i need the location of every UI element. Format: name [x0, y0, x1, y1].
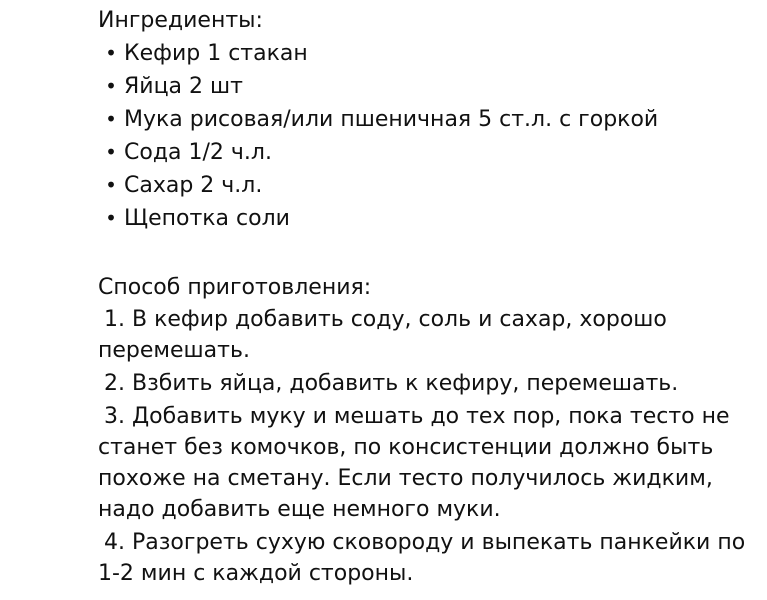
method-step: 4. Разогреть сухую сковороду и выпекать панкейки по 1-2 мин с каждой стороны.	[98, 530, 746, 586]
ingredient-item	[98, 70, 758, 103]
ingredient-item	[98, 202, 758, 235]
ingredient-item	[98, 103, 758, 136]
bullet-icon: •	[105, 41, 117, 65]
recipe-content	[98, 4, 758, 591]
bullet-icon: •	[105, 206, 117, 230]
method-step: 1. В кефир добавить соду, соль и сахар, хорошо перемешать.	[98, 307, 667, 363]
bullet-icon: •	[105, 74, 117, 98]
ingredient-text: Щепотка соли	[124, 206, 290, 231]
bullet-icon: •	[105, 107, 117, 131]
method-step: 2. Взбить яйца, добавить к кефиру, перемешать.	[104, 371, 679, 396]
ingredients-list	[98, 37, 758, 235]
method-steps	[98, 304, 758, 589]
ingredient-item	[98, 37, 758, 70]
bullet-icon: •	[105, 140, 117, 164]
ingredient-text: Мука рисовая/или пшеничная 5 ст.л. с горкой	[124, 107, 659, 132]
bullet-icon: •	[105, 173, 117, 197]
method-title: Способ приготовления:	[98, 275, 372, 300]
ingredient-text: Сода 1/2 ч.л.	[124, 140, 272, 165]
ingredient-item	[98, 136, 758, 169]
ingredient-item	[98, 169, 758, 202]
ingredient-text: Яйца 2 шт	[124, 74, 243, 99]
section-spacer	[98, 235, 758, 271]
ingredient-text: Кефир 1 стакан	[124, 41, 308, 66]
ingredient-text: Сахар 2 ч.л.	[124, 173, 263, 198]
method-step: 3. Добавить муку и мешать до тех пор, пока тесто не станет без комочков, по консистенции должно быть похоже на сметану. Если тесто получилось жидким, надо добавить еще немного муки.	[98, 404, 730, 522]
ingredients-title: Ингредиенты:	[98, 8, 263, 33]
